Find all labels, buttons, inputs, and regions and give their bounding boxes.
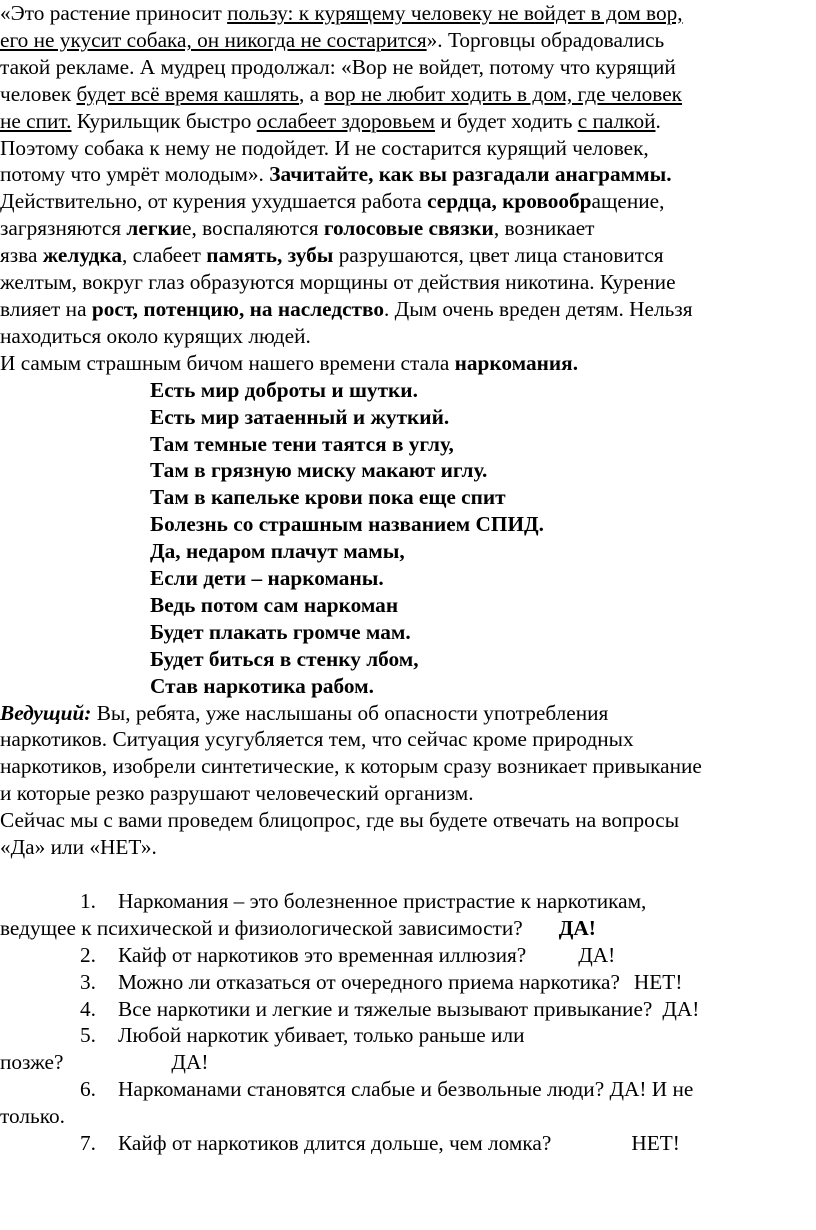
text-run: язва xyxy=(0,243,43,268)
underlined-text: ослабеет здоровьем xyxy=(256,108,435,133)
text-run: е, воспаляются xyxy=(182,216,324,241)
text-line: Сейчас мы с вами проведем блицопрос, где вы будете отвечать на вопросы xyxy=(0,808,680,833)
bold-text: память, зубы xyxy=(206,243,334,268)
question-text: позже? xyxy=(0,1050,64,1075)
question-text: Наркоманами становятся слабые и безвольные люди? ДА! И не xyxy=(118,1077,694,1102)
item-number: 1. xyxy=(80,888,96,913)
text-line xyxy=(0,81,808,108)
question-text: Наркомания – это болезненное пристрастие к наркотикам, xyxy=(118,888,647,913)
item-number: 3. xyxy=(80,969,96,994)
answer-text: ДА! xyxy=(662,996,700,1021)
question-text: Кайф от наркотиков длится дольше, чем ломка? xyxy=(118,1131,552,1156)
item-number: 5. xyxy=(80,1023,96,1048)
text-line xyxy=(0,188,808,215)
list-item xyxy=(0,969,808,996)
item-number: 4. xyxy=(80,996,96,1021)
poem-line: Будет плакать громче мам. xyxy=(150,619,411,644)
list-item xyxy=(0,996,808,1023)
question-text: Можно ли отказаться от очередного приема наркотика? xyxy=(118,969,620,994)
bold-text: сердца, кровообр xyxy=(427,189,592,214)
text-line xyxy=(0,296,808,323)
answer-text: ДА! xyxy=(171,1050,209,1075)
list-item xyxy=(0,1076,808,1103)
underlined-text: его не укусит собака, он никогда не состарится xyxy=(0,27,427,52)
answer-text: НЕТ! xyxy=(631,1131,680,1156)
underlined-text: с палкой xyxy=(577,108,656,133)
underlined-text: не спит. xyxy=(0,108,72,133)
question-text: Кайф от наркотиков это временная иллюзия? xyxy=(118,942,527,967)
text-run: . xyxy=(655,108,661,133)
speaker-label: Ведущий: xyxy=(0,700,92,725)
text-run: Вы, ребята, уже наслышаны об опасности употребления xyxy=(91,700,609,725)
list-item-continuation xyxy=(0,915,808,942)
list-item xyxy=(0,1130,808,1157)
text-line xyxy=(0,108,808,135)
item-number: 7. xyxy=(80,1131,96,1156)
text-run: ». Торговцы обрадовались xyxy=(426,27,665,52)
item-number: 2. xyxy=(80,942,96,967)
text-line xyxy=(0,242,808,269)
text-run: потому что умрёт молодым». xyxy=(0,162,270,187)
poem-line: Есть мир затаенный и жуткий. xyxy=(150,404,450,429)
quiz-list xyxy=(0,888,808,1157)
list-item xyxy=(0,1022,808,1049)
underlined-text: пользу: к курящему человеку не войдет в дом вор, xyxy=(227,1,683,25)
list-item-continuation: только. xyxy=(0,1104,65,1129)
bold-text: голосовые связки xyxy=(323,216,494,241)
answer-text: ДА! xyxy=(578,942,616,967)
text-line: наркотиков, изобрели синтетические, к которым сразу возникает привыкание xyxy=(0,754,702,779)
text-line: желтым, вокруг глаз образуются морщины от действия никотина. Курение xyxy=(0,270,676,295)
text-run: «Это растение приносит xyxy=(0,1,228,25)
text-run: Курильщик быстро xyxy=(71,108,257,133)
text-run: разрушаются, цвет лица становится xyxy=(333,243,664,268)
poem-line: Да, недаром плачут мамы, xyxy=(150,539,405,564)
answer-text: ДА! xyxy=(558,915,596,940)
list-item-continuation xyxy=(0,1049,808,1076)
text-line: находиться около курящих людей. xyxy=(0,323,311,348)
poem-line: Там в капельке крови пока еще спит xyxy=(150,485,506,510)
text-run: , слабеет xyxy=(122,243,207,268)
underlined-text: будет всё время кашлять xyxy=(76,81,299,106)
text-run: ащение, xyxy=(591,189,665,214)
list-item xyxy=(0,942,808,969)
bold-text: легки xyxy=(126,216,183,241)
poem-line: Став наркотика рабом. xyxy=(150,673,375,698)
text-line xyxy=(0,350,808,377)
text-line: наркотиков. Ситуация усугубляется тем, что сейчас кроме природных xyxy=(0,727,634,752)
bold-text: наркомания. xyxy=(454,350,579,375)
item-number: 6. xyxy=(80,1077,96,1102)
underlined-text: вор не любит ходить в дом, где человек xyxy=(324,81,683,106)
text-run: . Дым очень вреден детям. Нельзя xyxy=(384,296,693,321)
text-run: Действительно, от курения ухудшается работа xyxy=(0,189,428,214)
poem-line: Есть мир доброты и шутки. xyxy=(150,377,418,402)
text-run: , а xyxy=(298,81,325,106)
text-line: такой рекламе. А мудрец продолжал: «Вор не войдет, потому что курящий xyxy=(0,54,676,79)
question-text: ведущее к психической и физиологической зависимости? xyxy=(0,915,523,940)
text-run: загрязняются xyxy=(0,216,127,241)
blank-line xyxy=(0,861,808,888)
text-line: «Да» или «НЕТ». xyxy=(0,835,157,860)
answer-text: НЕТ! xyxy=(633,969,683,994)
text-run: И самым страшным бичом нашего времени стала xyxy=(0,350,455,375)
text-line xyxy=(0,161,808,188)
text-line xyxy=(0,215,808,242)
bold-text: рост, потенцию, на наследство xyxy=(91,296,385,321)
poem-line: Там темные тени таятся в углу, xyxy=(150,431,454,456)
poem-line: Там в грязную миску макают иглу. xyxy=(150,458,488,483)
poem-line: Если дети – наркоманы. xyxy=(150,566,384,591)
text-run: , возникает xyxy=(493,216,595,241)
text-line xyxy=(0,0,808,27)
text-line: Поэтому собака к нему не подойдет. И не состарится курящий человек, xyxy=(0,135,649,160)
list-item xyxy=(0,888,808,915)
poem xyxy=(0,377,808,700)
text-run: и будет ходить xyxy=(434,108,578,133)
host-paragraph xyxy=(0,700,808,861)
question-text: Любой наркотик убивает, только раньше или xyxy=(118,1023,525,1048)
question-text: Все наркотики и легкие и тяжелые вызывают привыкание? xyxy=(118,996,653,1021)
bold-text: Зачитайте, как вы разгадали анаграммы. xyxy=(269,162,672,187)
text-run: человек xyxy=(0,81,77,106)
text-run: влияет на xyxy=(0,296,92,321)
poem-line: Будет биться в стенку лбом, xyxy=(150,646,419,671)
text-line: и которые резко разрушают человеческий организм. xyxy=(0,781,474,806)
bold-text: желудка xyxy=(42,243,123,268)
poem-line: Ведь потом сам наркоман xyxy=(150,592,399,617)
text-line xyxy=(0,27,808,54)
text-line xyxy=(0,700,808,727)
poem-line: Болезнь со страшным названием СПИД. xyxy=(150,512,545,537)
legend-paragraph xyxy=(0,0,808,377)
